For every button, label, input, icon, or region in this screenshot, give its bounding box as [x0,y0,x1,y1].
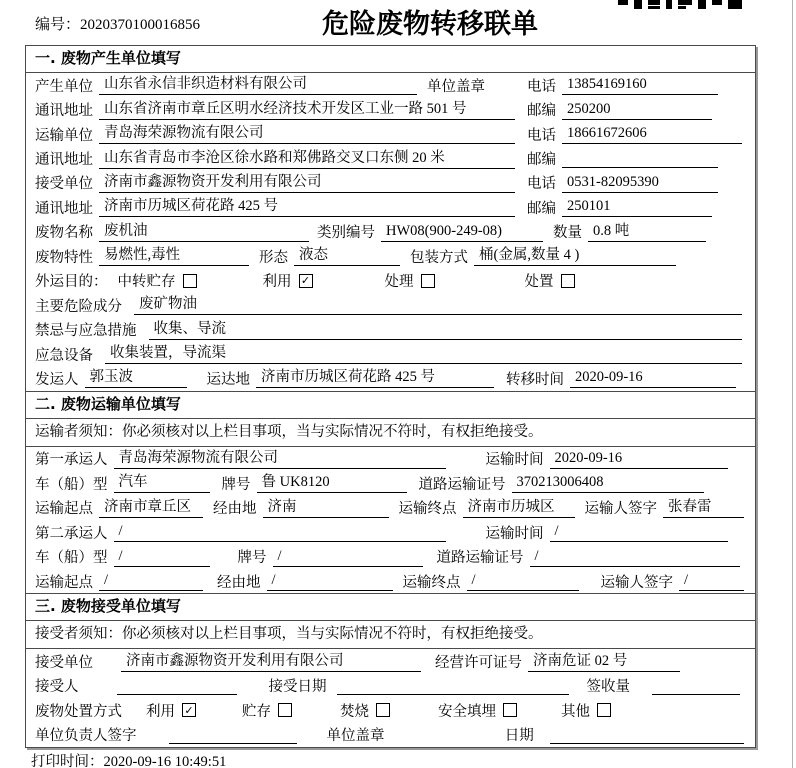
second-signature-value: / [679,571,744,591]
transporter-unit-label: 运输单位 [35,127,93,144]
section2-title: 二. 废物运输单位填写 [26,391,755,419]
row-receiver-address [26,195,755,219]
print-time [31,750,226,768]
print-time-label: 打印时间： [31,754,104,768]
transporter-phone-value: 18661672606 [562,124,742,144]
checkbox-treat-icon [421,274,435,288]
unit-seal-label: 单位盖章 [427,78,485,95]
right-group [527,99,746,120]
first-road-license-label: 道路运输证号 [418,476,506,493]
second-carrier-value: / [114,522,446,542]
receive-sign-date-value [550,725,744,744]
purpose-option-treat [385,270,435,291]
waste-traits-label: 废物特性 [35,249,93,266]
transporter-address-label: 通讯地址 [35,152,93,169]
receiver-address-value: 济南市历城区荷花路 425 号 [99,197,515,217]
row-transport-unit [26,122,755,146]
receive-sign-date-label: 日期 [504,728,534,745]
row-second-route [26,569,755,593]
second-road-license-label: 道路运输证号 [436,550,524,567]
first-carrier-value: 青岛海荣源物流有限公司 [114,449,446,469]
row-first-route [26,496,755,520]
checkbox-disposal-other-icon [597,703,611,717]
emergency-measures-label: 禁忌与应急措施 [35,323,137,340]
first-terminus-value: 济南市历城区 [463,498,575,518]
first-plate-value: 鲁 UK8120 [257,473,407,493]
waste-category-label: 类别编号 [317,225,375,242]
shipper-value: 郭玉波 [85,368,187,388]
second-vehicle-type-value: / [114,547,210,567]
row-receive-unit [26,649,755,673]
row-receiver-unit [26,171,755,195]
waste-traits-value: 易燃性,毒性 [99,246,249,266]
transporter-zip-label: 邮编 [527,152,556,169]
transporter-address-value: 山东省青岛市李沧区徐水路和郑佛路交叉口东侧 20 米 [99,149,515,169]
checkbox-dispose-icon [561,274,575,288]
purpose-option-label: 中转贮存 [117,274,176,291]
packaging-label: 包装方式 [410,249,468,266]
waste-name-label: 废物名称 [35,225,93,242]
first-transport-time-value: 2020-09-16 [550,449,729,469]
packaging-value: 桶(金属,数量 4 ) [474,246,676,266]
first-transport-time-label: 运输时间 [485,452,544,469]
first-vehicle-type-value: 汽车 [114,473,210,493]
hazard-components-value: 废矿物油 [134,295,742,315]
waste-qty-value: 0.8 吨 [588,222,706,242]
row-responsible-sign [26,723,755,747]
row-producer-unit [26,73,755,97]
waste-name-value: 废机油 [99,222,309,242]
permit-number-value: 济南危证 02 号 [528,652,680,672]
disposal-option-label: 贮存 [242,703,271,720]
second-carrier-label: 第二承运人 [35,525,108,542]
purpose-option-label: 利用 [262,274,292,291]
producer-phone-label: 电话 [527,78,556,95]
receive-date-label: 接受日期 [268,679,327,696]
receive-unit-label: 接受单位 [35,655,93,672]
first-plate-label: 牌号 [221,476,251,493]
second-signature-label: 运输人签字 [600,574,673,591]
row-first-carrier [26,447,755,471]
checkbox-disposal-utilize-icon: ✓ [182,703,196,717]
waste-form-value: 液态 [294,246,400,266]
producer-phone-value: 13854169160 [562,75,718,95]
first-carrier-label: 第一承运人 [35,452,108,469]
second-via-value: / [267,571,393,591]
destination-label: 运达地 [206,371,250,388]
disposal-option-label: 利用 [146,703,175,720]
disposal-option-store [242,700,292,721]
section3-title: 三. 废物接受单位填写 [26,593,755,621]
checkbox-disposal-store-icon [278,703,292,717]
row-second-carrier [26,520,755,544]
second-plate-label: 牌号 [237,550,267,567]
print-time-value: 2020-09-16 10:49:51 [103,754,227,768]
responsible-signature-label: 单位负责人签字 [35,728,137,745]
row-emergency-measures [26,317,755,341]
receiver-address-label: 通讯地址 [35,200,93,217]
producer-zip-value: 250200 [562,100,712,120]
first-via-value: 济南 [263,498,389,518]
second-origin-label: 运输起点 [35,574,93,591]
left-group [35,75,527,96]
serial-label: 编号： [35,17,81,33]
right-group [527,172,746,193]
received-qty-label: 签收量 [586,679,630,696]
right-group [527,148,746,169]
right-group [527,197,746,218]
waste-form-label: 形态 [259,249,288,266]
receiver-phone-label: 电话 [527,176,556,193]
right-group [527,75,746,96]
row-producer-address [26,97,755,121]
transporter-zip-value [562,149,718,168]
transfer-time-label: 转移时间 [506,371,564,388]
section1-title: 一. 废物产生单位填写 [26,46,755,73]
left-group [35,148,527,169]
second-plate-value: / [273,547,423,567]
left-group [35,99,527,120]
receiver-zip-label: 邮编 [527,200,556,217]
transporter-phone-label: 电话 [527,127,556,144]
second-origin-value: / [99,571,203,591]
transporter-notice: 运输者须知：你必须核对以上栏目事项，当与实际情况不符时，有权拒绝接受。 [26,419,755,447]
permit-number-label: 经营许可证号 [435,655,522,672]
receiver-phone-value: 0531-82095390 [562,173,718,193]
producer-zip-label: 邮编 [527,103,556,120]
first-origin-value: 济南市章丘区 [99,498,203,518]
emergency-measures-value: 收集、导流 [149,320,743,340]
second-terminus-value: / [467,571,579,591]
disposal-option-label: 其他 [561,703,590,720]
row-receive-person [26,674,755,698]
left-group [35,124,527,145]
producer-address-label: 通讯地址 [35,103,93,120]
receiver-unit-label: 接受单位 [35,176,93,193]
shipper-label: 发运人 [35,371,79,388]
left-group [35,197,527,218]
purpose-option-label: 处理 [384,274,414,291]
second-road-license-value: / [530,547,741,567]
first-terminus-label: 运输终点 [398,501,457,518]
row-transport-address [26,146,755,170]
second-via-label: 经由地 [217,574,261,591]
purpose-option-transfer-storage [118,270,197,291]
transfer-purpose-label: 外运目的： [35,274,108,291]
purpose-option-dispose [525,270,575,291]
waste-category-value: HW08(900-249-08) [381,222,543,242]
first-vehicle-type-label: 车（船）型 [35,476,108,493]
receive-person-value [117,676,237,695]
producer-unit-label: 产生单位 [35,78,93,95]
row-waste-traits [26,244,755,268]
row-transfer-purpose [26,269,755,293]
received-qty-value [652,676,740,695]
disposal-option-label: 安全填埋 [438,703,496,720]
waste-qty-label: 数量 [553,225,582,242]
left-group [35,172,527,193]
second-transport-time-value: / [550,522,729,542]
producer-unit-value: 山东省永信非织造材料有限公司 [99,75,417,95]
row-waste-name [26,220,755,244]
checkbox-disposal-landfill-icon [503,703,517,717]
second-terminus-label: 运输终点 [402,574,461,591]
receiver-unit-value: 济南市鑫源物资开发利用有限公司 [99,173,515,193]
receive-unit-value: 济南市鑫源物资开发利用有限公司 [121,652,421,672]
purpose-option-label: 处置 [524,274,554,291]
checkbox-transfer-storage-icon [183,274,197,288]
first-origin-label: 运输起点 [35,501,93,518]
first-signature-label: 运输人签字 [584,501,657,518]
producer-address-value: 山东省济南市章丘区明水经济技术开发区工业一路 501 号 [99,100,515,120]
row-hazard-components [26,293,755,317]
first-signature-value: 张春雷 [663,498,744,518]
emergency-equipment-value: 收集装置，导流渠 [105,344,742,364]
disposal-option-landfill [438,700,517,721]
first-via-label: 经由地 [213,501,257,518]
receive-person-label: 接受人 [35,679,79,696]
disposal-option-incinerate [340,700,390,721]
row-shipper [26,366,755,390]
checkbox-disposal-incinerate-icon [376,703,390,717]
receiver-notice: 接受者须知：你必须核对以上栏目事项，当与实际情况不符时，有权拒绝接受。 [26,621,755,649]
destination-value: 济南市历城区荷花路 425 号 [256,368,494,388]
receive-date-value [337,676,569,695]
page-right-border [792,0,793,768]
purpose-option-utilize [263,270,313,291]
second-vehicle-type-label: 车（船）型 [35,550,108,567]
disposal-option-label: 焚烧 [340,703,369,720]
unit-seal-label-2: 单位盖章 [326,728,385,745]
page-title: 危险废物转移联单 [322,9,538,40]
second-transport-time-label: 运输时间 [485,525,544,542]
first-road-license-value: 370213006408 [512,473,705,493]
row-emergency-equipment [26,342,755,366]
emergency-equipment-label: 应急设备 [35,347,93,364]
row-second-vehicle [26,544,755,568]
manifest-form [25,45,756,748]
disposal-option-other [561,700,611,721]
transfer-time-value: 2020-09-16 [570,368,736,388]
transporter-unit-value: 青岛海荣源物流有限公司 [99,124,515,144]
serial-value: 2020370100016856 [80,17,201,33]
right-group [527,124,746,145]
disposal-option-utilize [146,700,196,721]
receiver-zip-value: 250101 [562,197,712,217]
hazard-components-label: 主要危险成分 [35,298,122,315]
checkbox-utilize-icon: ✓ [299,274,313,288]
disposal-method-label: 废物处置方式 [35,703,122,720]
responsible-signature-value [169,725,297,744]
row-disposal-method [26,698,755,722]
row-first-vehicle [26,471,755,495]
